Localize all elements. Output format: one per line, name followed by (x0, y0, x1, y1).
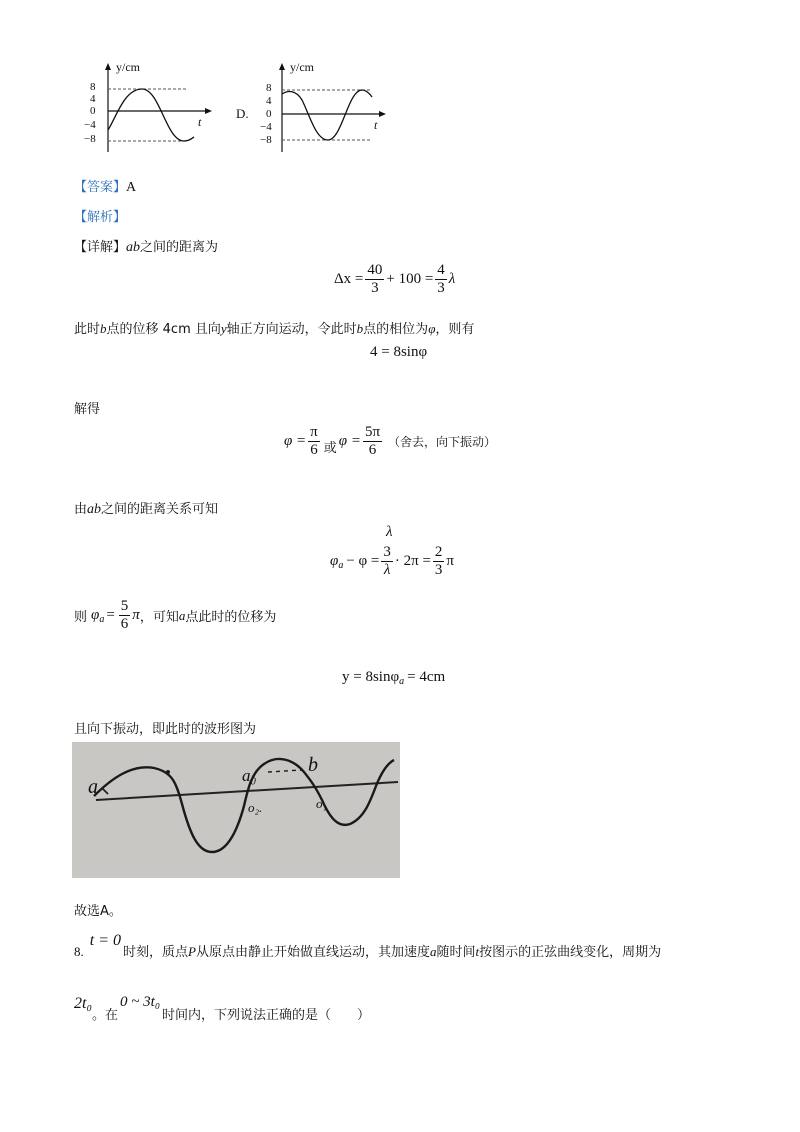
eq-mid: · 2π = (394, 553, 431, 569)
var-ab: ab (87, 502, 102, 517)
pi: π (132, 607, 140, 623)
var-phi: φ (428, 321, 436, 336)
graph-option-c (80, 60, 220, 155)
solve-label: 解得 (74, 402, 101, 417)
tick-label: 8 (266, 82, 272, 94)
subscript: a (99, 614, 105, 625)
phi: φ (330, 553, 339, 569)
frac-num: 2 (434, 544, 443, 560)
detail-line-1 (74, 236, 218, 256)
subscript: a (399, 676, 405, 687)
or-text: 或 (323, 441, 337, 456)
note-text: （舍去，向下振动） (388, 435, 497, 449)
frac-den: 3 (434, 562, 443, 578)
var-t: t (475, 944, 480, 959)
frac-num: 5 (120, 598, 129, 614)
detail-line-4 (74, 598, 276, 633)
var-ab: ab (126, 240, 141, 255)
equation-distance (334, 262, 455, 297)
graph-option-d (258, 60, 398, 155)
frac-den: λ (383, 562, 391, 578)
frac-num: 4 (437, 262, 445, 278)
text: 按图示的正弦曲线变化，周期为 (479, 945, 662, 960)
frac-num: 3 (383, 544, 391, 560)
graph-c-xlabel: t (198, 115, 202, 129)
text: 则 (74, 610, 88, 625)
subscript: a (338, 560, 344, 571)
graph-d-xlabel: t (374, 118, 378, 132)
text: ，则有 (435, 322, 475, 337)
graph-d-ylabel: y/cm (290, 60, 314, 74)
sketch-dashed (268, 770, 302, 772)
tick-label: 8 (90, 81, 96, 93)
text: 点的位移 4cm 且向 (106, 322, 221, 337)
text: 。在 (92, 1008, 119, 1023)
tick-label: −8 (84, 133, 96, 145)
conclusion: 故选A。 (74, 904, 122, 919)
wave-curve (108, 89, 194, 141)
tick-label: 4 (266, 95, 272, 107)
text: 轴正方向运动，令此时 (226, 322, 357, 337)
eq-mid: + 100 = (386, 271, 434, 287)
tick-label: −8 (260, 134, 272, 146)
detail-line-5: 且向下振动，即此时的波形图为 (74, 722, 257, 737)
question-8-line-2 (74, 994, 370, 1023)
frac-den: 6 (368, 442, 377, 458)
answer-tag: 【答案】 (74, 180, 127, 195)
question-number: 8. (74, 944, 84, 959)
frac-num: 5π (364, 424, 381, 440)
detail-text: 之间的距离为 (140, 240, 219, 255)
text: 点此时的位移为 (185, 610, 277, 625)
time-range: 0 ~ 3t₀ (120, 994, 161, 1010)
var-P: P (188, 944, 196, 959)
question-8-line-1 (74, 932, 774, 960)
eq-lhs: y = 8sinφ (342, 669, 400, 685)
graph-c-ylabel: y/cm (116, 60, 140, 74)
pi: π (446, 553, 454, 569)
tick-label: −4 (84, 119, 96, 131)
detail-tag: 【详解】 (74, 240, 127, 255)
wave-sketch-photo (72, 742, 400, 878)
eq-mid: − φ = (346, 553, 380, 569)
equation-phase-diff (330, 544, 454, 579)
x-axis-arrow (205, 108, 212, 114)
tick-label: 0 (90, 105, 96, 117)
answer-line (74, 176, 136, 196)
analysis-tag: 【解析】 (74, 210, 127, 225)
frac-den: 6 (120, 616, 129, 632)
sketch-dot (166, 770, 170, 774)
text: 之间的距离关系可知 (101, 502, 219, 517)
text: 时间内，下列说法正确的是（ ） (162, 1008, 371, 1023)
answer-value: A (126, 180, 137, 195)
text: 时刻，质点 (123, 945, 189, 960)
eq-lhs: φ = (284, 433, 307, 449)
tick-label: −4 (260, 121, 272, 133)
var-a: a (178, 607, 186, 623)
option-d-label: D. (236, 106, 249, 121)
wave-sketch-svg (72, 742, 400, 878)
equals: = (106, 607, 115, 623)
text: 此时 (74, 322, 101, 337)
sketch-tick (102, 788, 108, 794)
equation-phase: 4 = 8sinφ (370, 344, 428, 360)
text: 从原点由静止开始做直线运动，其加速度 (195, 945, 430, 960)
frac-den: 3 (437, 280, 445, 296)
x-axis-arrow (379, 111, 386, 117)
equation-displacement (342, 668, 445, 687)
var-b: b (356, 321, 364, 336)
text: ，可知 (139, 610, 179, 625)
eq-lhs: φ = (338, 433, 361, 449)
frac-den: 3 (371, 280, 379, 296)
graph-option-c-svg (80, 60, 220, 155)
frac-den: 6 (310, 442, 318, 458)
y-axis-arrow (279, 63, 285, 70)
var-y: y (220, 321, 227, 336)
eq4-top-lambda: λ (386, 524, 393, 540)
tick-label: 0 (266, 108, 272, 120)
y-axis-arrow (105, 63, 111, 70)
wave-curve (282, 90, 372, 140)
phi: φ (91, 607, 100, 623)
graph-option-d-svg (258, 60, 398, 155)
var-b: b (100, 321, 107, 336)
sketch-label-a0: a₀ (242, 766, 257, 785)
sketch-label-b: b (308, 754, 318, 776)
detail-line-2 (74, 318, 474, 337)
equation-solutions (284, 424, 496, 459)
period: 2t₀ (74, 995, 93, 1012)
text: 点的相位为 (363, 322, 429, 337)
sketch-label-a: a (88, 776, 98, 798)
text: 由 (74, 502, 88, 517)
var-a: a (429, 944, 437, 959)
frac-num: π (310, 424, 318, 440)
t-equals-zero: t = 0 (89, 932, 121, 949)
eq-rhs: = 4cm (407, 669, 446, 685)
detail-line-3 (74, 498, 218, 518)
sketch-label-o2: o₂. (248, 800, 263, 815)
frac-num: 40 (367, 262, 383, 278)
text: 随时间 (436, 945, 476, 960)
eq-lhs: Δx = (334, 271, 364, 287)
tick-label: 4 (90, 93, 96, 105)
lambda: λ (448, 271, 456, 287)
sketch-label-o1: o₁ (316, 796, 328, 811)
